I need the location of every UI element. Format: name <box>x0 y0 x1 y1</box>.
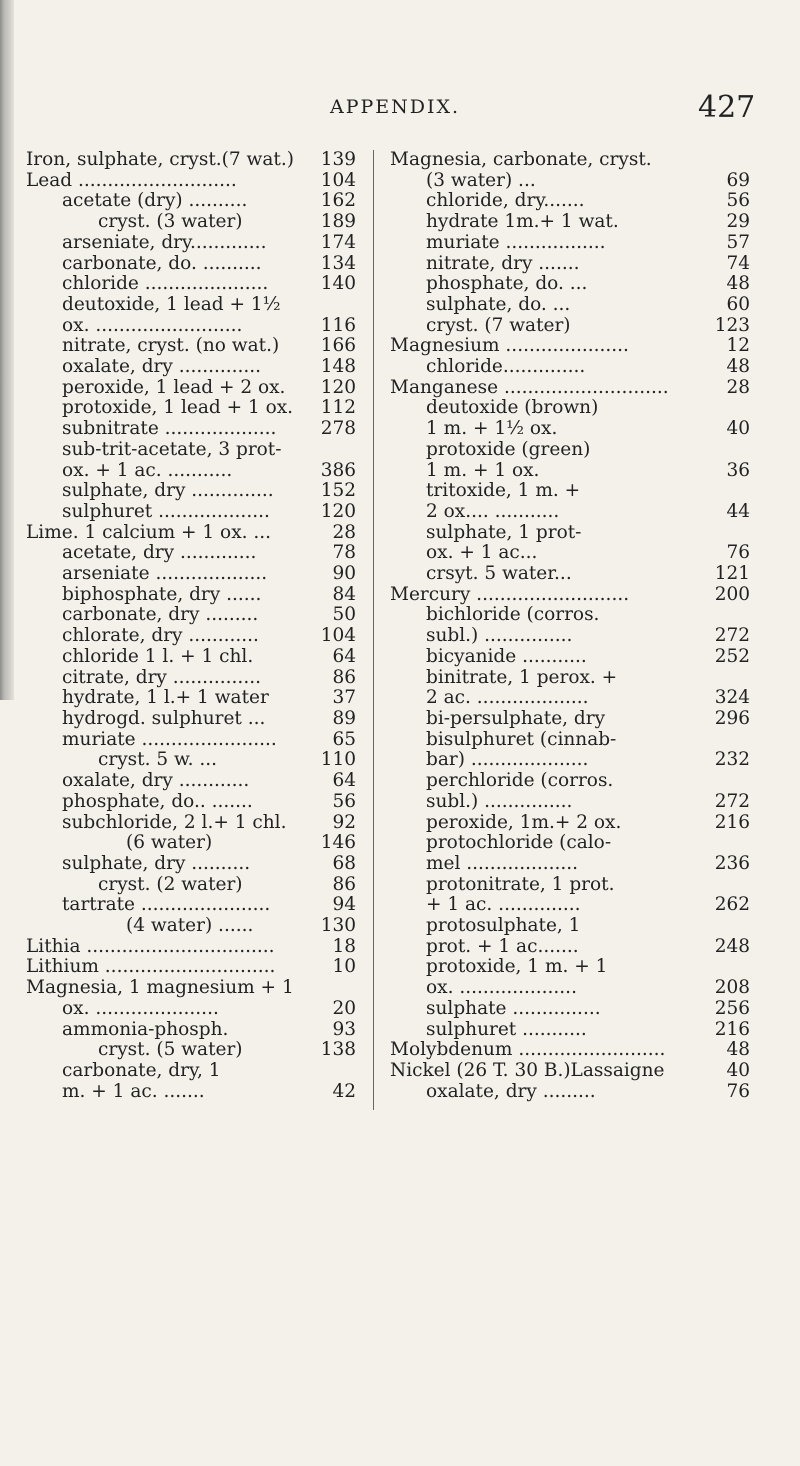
entry-number: 174 <box>320 231 356 253</box>
entry-text: peroxide, 1m.+ 2 ox. <box>426 812 622 833</box>
entry-number: 86 <box>332 873 356 895</box>
entry-number: 120 <box>320 500 356 522</box>
entry-text: protonitrate, 1 prot. <box>426 874 615 895</box>
index-entry <box>26 378 356 399</box>
entry-text: Magnesium ..................... <box>390 336 629 357</box>
entry-text: peroxide, 1 lead + 2 ox. <box>62 377 286 398</box>
entry-number: 84 <box>332 583 356 605</box>
entry-number: 60 <box>726 293 750 315</box>
entry-text: oxalate, dry ............ <box>62 771 250 792</box>
entry-text: tartrate ...................... <box>62 895 271 916</box>
entry-number: 20 <box>332 997 356 1019</box>
page-header <box>0 90 800 130</box>
index-entry <box>26 605 356 626</box>
entry-number <box>720 440 750 461</box>
entry-number: 110 <box>320 749 356 771</box>
entry-number: 248 <box>714 935 750 957</box>
index-entry <box>26 398 356 419</box>
index-entry <box>26 295 356 316</box>
index-entry <box>390 709 750 730</box>
entry-text: sulphuret ................... <box>62 501 270 522</box>
entry-number: 324 <box>714 687 750 709</box>
entry-number: 28 <box>332 521 356 543</box>
entry-number: 36 <box>726 459 750 481</box>
entry-number <box>720 668 750 689</box>
column-divider <box>373 150 374 1110</box>
index-entry <box>26 771 356 792</box>
entry-number <box>720 730 750 751</box>
index-entry <box>390 792 750 813</box>
entry-number: 93 <box>332 1018 356 1040</box>
index-entry <box>390 274 750 295</box>
index-entry <box>390 150 750 171</box>
entry-text: bicyanide ........... <box>426 646 587 667</box>
index-entry <box>26 419 356 440</box>
entry-number: 278 <box>320 418 356 440</box>
entry-number: 64 <box>332 645 356 667</box>
entry-number: 42 <box>332 1080 356 1102</box>
index-entry <box>26 502 356 523</box>
entry-text: phosphate, do. ... <box>426 274 588 295</box>
entry-text: Lead ........................... <box>26 170 237 191</box>
entry-number: 386 <box>320 459 356 481</box>
index-entry <box>390 398 750 419</box>
entry-text: prot. + 1 ac....... <box>426 936 579 957</box>
index-entry <box>390 771 750 792</box>
entry-number: 104 <box>320 169 356 191</box>
index-entry <box>26 916 356 937</box>
entry-number: 37 <box>332 687 356 709</box>
index-entry <box>26 336 356 357</box>
entry-text: sub-trit-acetate, 3 prot- <box>62 439 282 460</box>
entry-text: arseniate ................... <box>62 564 268 585</box>
index-entry <box>26 875 356 896</box>
entry-number <box>326 1061 356 1082</box>
entry-text: Lithia ................................ <box>26 936 275 957</box>
entry-text: bi-persulphate, dry <box>426 708 606 729</box>
index-entry <box>390 543 750 564</box>
index-entry <box>390 564 750 585</box>
entry-number <box>720 916 750 937</box>
entry-text: cryst. (7 water) <box>426 315 571 336</box>
right-column <box>390 150 750 1102</box>
index-entry <box>390 419 750 440</box>
entry-number: 123 <box>714 314 750 336</box>
entry-number: 44 <box>726 500 750 522</box>
entry-number: 76 <box>726 542 750 564</box>
index-entry <box>26 999 356 1020</box>
index-entry <box>390 668 750 689</box>
index-entry <box>390 626 750 647</box>
entry-text: protosulphate, 1 <box>426 916 581 937</box>
entry-number: 74 <box>726 252 750 274</box>
entry-text: protoxide (green) <box>426 439 591 460</box>
entry-text: cryst. (2 water) <box>98 874 243 895</box>
entry-text: Molybdenum ......................... <box>390 1040 666 1061</box>
index-entry <box>26 1020 356 1041</box>
entry-text: oxalate, dry .............. <box>62 357 262 378</box>
index-entry <box>390 585 750 606</box>
index-entry <box>390 378 750 399</box>
entry-text: chloride 1 l. + 1 chl. <box>62 646 254 667</box>
entry-text: protoxide, 1 m. + 1 <box>426 957 608 978</box>
entry-text: cryst. (3 water) <box>98 212 243 233</box>
index-entry <box>390 481 750 502</box>
index-entry <box>390 336 750 357</box>
entry-text: (3 water) ... <box>426 170 536 191</box>
entry-number: 200 <box>714 583 750 605</box>
index-entry <box>26 543 356 564</box>
entry-text: Mercury .......................... <box>390 584 630 605</box>
entry-number: 208 <box>714 977 750 999</box>
index-entry <box>26 709 356 730</box>
index-entry <box>26 730 356 751</box>
entry-text: sulphate ............... <box>426 998 601 1019</box>
index-entry <box>390 854 750 875</box>
entry-number: 94 <box>332 894 356 916</box>
entry-text: ox. ..................... <box>62 998 219 1019</box>
entry-text: chloride ..................... <box>62 274 269 295</box>
entry-text: hydrate 1m.+ 1 wat. <box>426 212 619 233</box>
entry-number: 28 <box>726 376 750 398</box>
index-entry <box>26 316 356 337</box>
entry-text: phosphate, do.. ....... <box>62 791 253 812</box>
index-entry <box>390 461 750 482</box>
entry-text: + 1 ac. .............. <box>426 895 581 916</box>
entry-number <box>720 833 750 854</box>
index-entry <box>26 854 356 875</box>
entry-text: sulphate, dry .......... <box>62 853 251 874</box>
entry-text: ox. .................... <box>426 978 577 999</box>
index-entry <box>26 523 356 544</box>
entry-number: 89 <box>332 707 356 729</box>
entry-text: sulphuret ........... <box>426 1019 587 1040</box>
index-entry <box>390 233 750 254</box>
entry-number: 148 <box>320 356 356 378</box>
entry-text: bisulphuret (cinnab- <box>426 729 617 750</box>
entry-text: crsyt. 5 water... <box>426 564 572 585</box>
index-entry <box>390 978 750 999</box>
entry-text: chloride.............. <box>426 357 586 378</box>
index-entry <box>26 212 356 233</box>
entry-text: biphosphate, dry ...... <box>62 584 262 605</box>
entry-text: sulphate, dry .............. <box>62 481 274 502</box>
entry-text: ox. + 1 ac. ........... <box>62 460 233 481</box>
entry-text: Lime. 1 calcium + 1 ox. ... <box>26 522 272 543</box>
entry-text: subl.) ............... <box>426 791 573 812</box>
index-entry <box>26 957 356 978</box>
index-entry <box>390 688 750 709</box>
entry-text: 2 ox.... ........... <box>426 501 560 522</box>
entry-number: 56 <box>726 190 750 212</box>
index-entry <box>26 585 356 606</box>
entry-number: 272 <box>714 790 750 812</box>
entry-number: 48 <box>726 1039 750 1061</box>
index-entry <box>26 937 356 958</box>
entry-number <box>326 440 356 461</box>
entry-text: ox. ......................... <box>62 315 243 336</box>
index-entry <box>390 440 750 461</box>
index-entry <box>390 1082 750 1103</box>
index-entry <box>390 999 750 1020</box>
entry-number: 29 <box>726 211 750 233</box>
index-entry <box>26 647 356 668</box>
entry-number: 40 <box>726 1059 750 1081</box>
entry-number <box>720 875 750 896</box>
entry-number: 256 <box>714 997 750 1019</box>
entry-number <box>720 771 750 792</box>
entry-text: carbonate, do. .......... <box>62 253 262 274</box>
entry-number <box>720 605 750 626</box>
entry-text: (4 water) ...... <box>126 916 254 937</box>
entry-text: ammonia-phosph. <box>62 1019 229 1040</box>
entry-text: (6 water) <box>126 833 213 854</box>
entry-text: nitrate, cryst. (no wat.) <box>62 336 280 357</box>
index-entry <box>390 750 750 771</box>
index-entry <box>390 523 750 544</box>
index-entry <box>390 254 750 275</box>
entry-number: 64 <box>332 770 356 792</box>
index-entry <box>26 461 356 482</box>
entry-text: m. + 1 ac. ....... <box>62 1081 205 1102</box>
index-entry <box>26 688 356 709</box>
entry-number <box>720 398 750 419</box>
entry-number: 57 <box>726 231 750 253</box>
index-entry <box>26 750 356 771</box>
entry-number <box>326 295 356 316</box>
index-entry <box>390 502 750 523</box>
index-entry <box>26 1040 356 1061</box>
entry-number: 166 <box>320 335 356 357</box>
entry-number: 272 <box>714 625 750 647</box>
entry-text: subnitrate ................... <box>62 419 277 440</box>
entry-number: 48 <box>726 356 750 378</box>
index-entry <box>26 564 356 585</box>
entry-number: 92 <box>332 811 356 833</box>
index-entry <box>390 316 750 337</box>
index-entry <box>390 957 750 978</box>
running-title: APPENDIX. <box>330 96 461 118</box>
entry-text: deutoxide, 1 lead + 1½ <box>62 294 281 315</box>
entry-text: carbonate, dry ......... <box>62 605 259 626</box>
entry-text: 1 m. + 1½ ox. <box>426 419 558 440</box>
left-column <box>26 150 356 1102</box>
entry-number: 130 <box>320 915 356 937</box>
index-entry <box>390 191 750 212</box>
entry-number: 140 <box>320 273 356 295</box>
index-entry <box>390 1061 750 1082</box>
index-entry <box>26 813 356 834</box>
entry-text: muriate ................. <box>426 232 606 253</box>
index-entry <box>26 978 356 999</box>
entry-number: 162 <box>320 190 356 212</box>
index-entry <box>26 233 356 254</box>
entry-number: 121 <box>714 563 750 585</box>
entry-number: 78 <box>332 542 356 564</box>
index-entry <box>26 668 356 689</box>
entry-text: bar) .................... <box>426 750 589 771</box>
entry-text: Manganese ............................ <box>390 377 669 398</box>
entry-text: protoxide, 1 lead + 1 ox. <box>62 398 294 419</box>
entry-text: chlorate, dry ............ <box>62 626 259 647</box>
entry-text: Lithium ............................. <box>26 957 276 978</box>
index-entry <box>26 895 356 916</box>
entry-number: 139 <box>320 149 356 170</box>
entry-text: ox. + 1 ac... <box>426 543 538 564</box>
index-entry <box>26 254 356 275</box>
index-entry <box>26 191 356 212</box>
entry-number: 76 <box>726 1080 750 1102</box>
index-entry <box>390 1040 750 1061</box>
entry-number: 50 <box>332 604 356 626</box>
index-entry <box>390 875 750 896</box>
index-entry <box>26 792 356 813</box>
index-entry <box>390 171 750 192</box>
entry-text: acetate, dry ............. <box>62 543 257 564</box>
index-entry <box>390 1020 750 1041</box>
index-entry <box>390 895 750 916</box>
entry-number: 262 <box>714 894 750 916</box>
entry-text: acetate (dry) .......... <box>62 191 248 212</box>
index-entry <box>390 813 750 834</box>
entry-number: 138 <box>320 1039 356 1061</box>
entry-text: hydrogd. sulphuret ... <box>62 708 266 729</box>
entry-number: 189 <box>320 211 356 233</box>
index-entry <box>26 150 356 171</box>
entry-number: 146 <box>320 832 356 854</box>
entry-text: cryst. 5 w. ... <box>98 750 218 771</box>
entry-number: 134 <box>320 252 356 274</box>
entry-text: mel ................... <box>426 853 579 874</box>
index-entry <box>390 937 750 958</box>
entry-text: Nickel (26 T. 30 B.)Lassaigne <box>390 1060 665 1081</box>
index-entry <box>26 1061 356 1082</box>
entry-number: 120 <box>320 376 356 398</box>
page-number: 427 <box>698 90 756 125</box>
index-entry <box>390 833 750 854</box>
entry-number: 12 <box>726 335 750 357</box>
entry-text: subl.) ............... <box>426 626 573 647</box>
entry-number: 232 <box>714 749 750 771</box>
entry-text: 1 m. + 1 ox. <box>426 460 540 481</box>
entry-number: 216 <box>714 811 750 833</box>
entry-number <box>720 150 750 171</box>
entry-text: Iron, sulphate, cryst.(7 wat.) <box>26 150 294 170</box>
entry-text: sulphate, 1 prot- <box>426 522 582 543</box>
entry-text: arseniate, dry............. <box>62 232 267 253</box>
index-entry <box>26 626 356 647</box>
entry-text: subchloride, 2 l.+ 1 chl. <box>62 812 287 833</box>
entry-number: 112 <box>320 397 356 419</box>
entry-text: Magnesia, carbonate, cryst. <box>390 150 652 170</box>
index-entry <box>26 833 356 854</box>
index-entry <box>26 171 356 192</box>
entry-text: cryst. (5 water) <box>98 1040 243 1061</box>
entry-text: perchloride (corros. <box>426 771 614 792</box>
index-entry <box>390 605 750 626</box>
index-entry <box>26 481 356 502</box>
entry-number: 152 <box>320 480 356 502</box>
index-entry <box>390 295 750 316</box>
entry-number <box>326 978 356 999</box>
entry-number: 10 <box>332 956 356 978</box>
entry-text: muriate ....................... <box>62 729 277 750</box>
entry-text: deutoxide (brown) <box>426 398 599 419</box>
entry-number: 104 <box>320 625 356 647</box>
index-entry <box>26 357 356 378</box>
entry-number <box>720 481 750 502</box>
entry-number: 86 <box>332 666 356 688</box>
entry-text: carbonate, dry, 1 <box>62 1060 221 1081</box>
entry-number: 69 <box>726 169 750 191</box>
entry-number: 116 <box>320 314 356 336</box>
entry-number: 48 <box>726 273 750 295</box>
entry-number: 40 <box>726 418 750 440</box>
entry-text: bichloride (corros. <box>426 605 600 626</box>
entry-text: sulphate, do. ... <box>426 294 571 315</box>
index-entry <box>26 440 356 461</box>
index-entry <box>390 647 750 668</box>
entry-text: Magnesia, 1 magnesium + 1 <box>26 978 294 999</box>
entry-number: 18 <box>332 935 356 957</box>
entry-number: 296 <box>714 707 750 729</box>
entry-number: 90 <box>332 563 356 585</box>
entry-text: chloride, dry....... <box>426 191 585 212</box>
entry-text: nitrate, dry ....... <box>426 253 580 274</box>
entry-text: hydrate, 1 l.+ 1 water <box>62 688 269 709</box>
entry-number: 68 <box>332 852 356 874</box>
entry-text: protochloride (calo- <box>426 833 612 854</box>
entry-text: oxalate, dry ......... <box>426 1081 596 1102</box>
entry-text: 2 ac. ................... <box>426 688 589 709</box>
index-entry <box>390 357 750 378</box>
entry-number: 216 <box>714 1018 750 1040</box>
index-entry <box>390 212 750 233</box>
index-entry <box>390 730 750 751</box>
index-entry <box>26 1082 356 1103</box>
entry-number: 65 <box>332 728 356 750</box>
entry-number: 236 <box>714 852 750 874</box>
entry-text: tritoxide, 1 m. + <box>426 481 581 502</box>
index-entry <box>390 916 750 937</box>
entry-number: 252 <box>714 645 750 667</box>
entry-number: 56 <box>332 790 356 812</box>
entry-number <box>720 523 750 544</box>
entry-text: citrate, dry ............... <box>62 667 261 688</box>
index-entry <box>26 274 356 295</box>
entry-text: binitrate, 1 perox. + <box>426 667 618 688</box>
entry-number <box>720 957 750 978</box>
